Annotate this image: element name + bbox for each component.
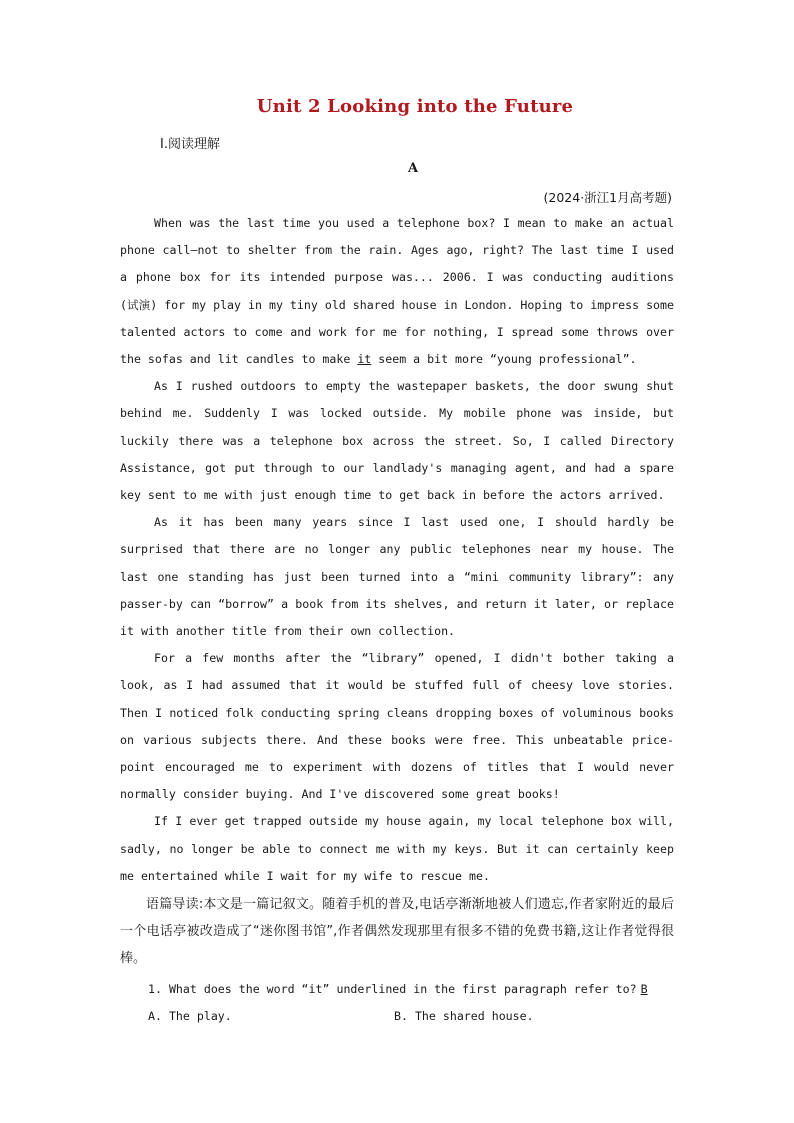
option-b: B. The shared house. [394,1009,534,1023]
paragraph-5: If I ever get trapped outside my house again, my local telephone box will, sadly, no longer be able to connect me with my keys. But it can certainly keep me entertained while I wait for my wife to rescue me. [120,814,674,883]
source-citation: (2024·浙江1月高考题) [543,190,672,205]
reading-passage [120,210,674,890]
paragraph-1: When was the last time you used a telephone box? I mean to make an actual phone call—not to shelter from the rain. Ages ago, right? The last time I used a phone box for its intended purpose was... 2006. I was conducting auditions (试演) for my play in my tiny old shared house in London. Hoping to impress some talented actors to come and work for me for nothing, I spread some throws over the sofas and lit candles to make it seem a bit more “young professional”. [120,216,674,367]
option-a: A. The play. [148,1009,232,1023]
section-heading: Ⅰ.阅读理解 [160,137,220,152]
question-text: 1. What does the word “it” underlined in the first paragraph refer to? [148,982,637,996]
paragraph-4: For a few months after the “library” opened, I didn't bother taking a look, as I had assumed that it would be stuffed full of cheesy love stories. Then I noticed folk conducting spring cleans dropping boxes of voluminous books on various subjects there. And these books were free. This unbeatable price-point encouraged me to experiment with dozens of titles that I would never normally consider buying. And I've discovered some great books! [120,651,674,802]
paragraph-2: As I rushed outdoors to empty the wastepaper baskets, the door swung shut behind me. Suddenly I was locked outside. My mobile phone was inside, but luckily there was a telephone box across the street. So, I called Directory Assistance, got put through to our landlady's managing agent, and had a spare key sent to me with just enough time to get back in before the actors arrived. [120,379,674,503]
question-1 [148,976,678,1003]
unit-title: Unit 2 Looking into the Future [256,96,574,117]
question-1-options [148,1003,678,1030]
passage-guide: 语篇导读:本文是一篇记叙文。随着手机的普及,电话亭渐渐地被人们遗忘,作者家附近的最后一个电话亭被改造成了“迷你图书馆”,作者偶然发现那里有很多不错的免费书籍,这让作者觉得很棒。 [120,897,674,966]
underlined-word: it [357,352,372,367]
question-answer: B [640,982,648,996]
passage-label: A [407,161,419,176]
paragraph-3: As it has been many years since I last used one, I should hardly be surprised that there are no longer any public telephones near my house. The last one standing has just been turned into a “mini community library”: any passer-by can “borrow” a book from its shelves, and return it later, or replace it with another title from their own collection. [120,515,674,639]
